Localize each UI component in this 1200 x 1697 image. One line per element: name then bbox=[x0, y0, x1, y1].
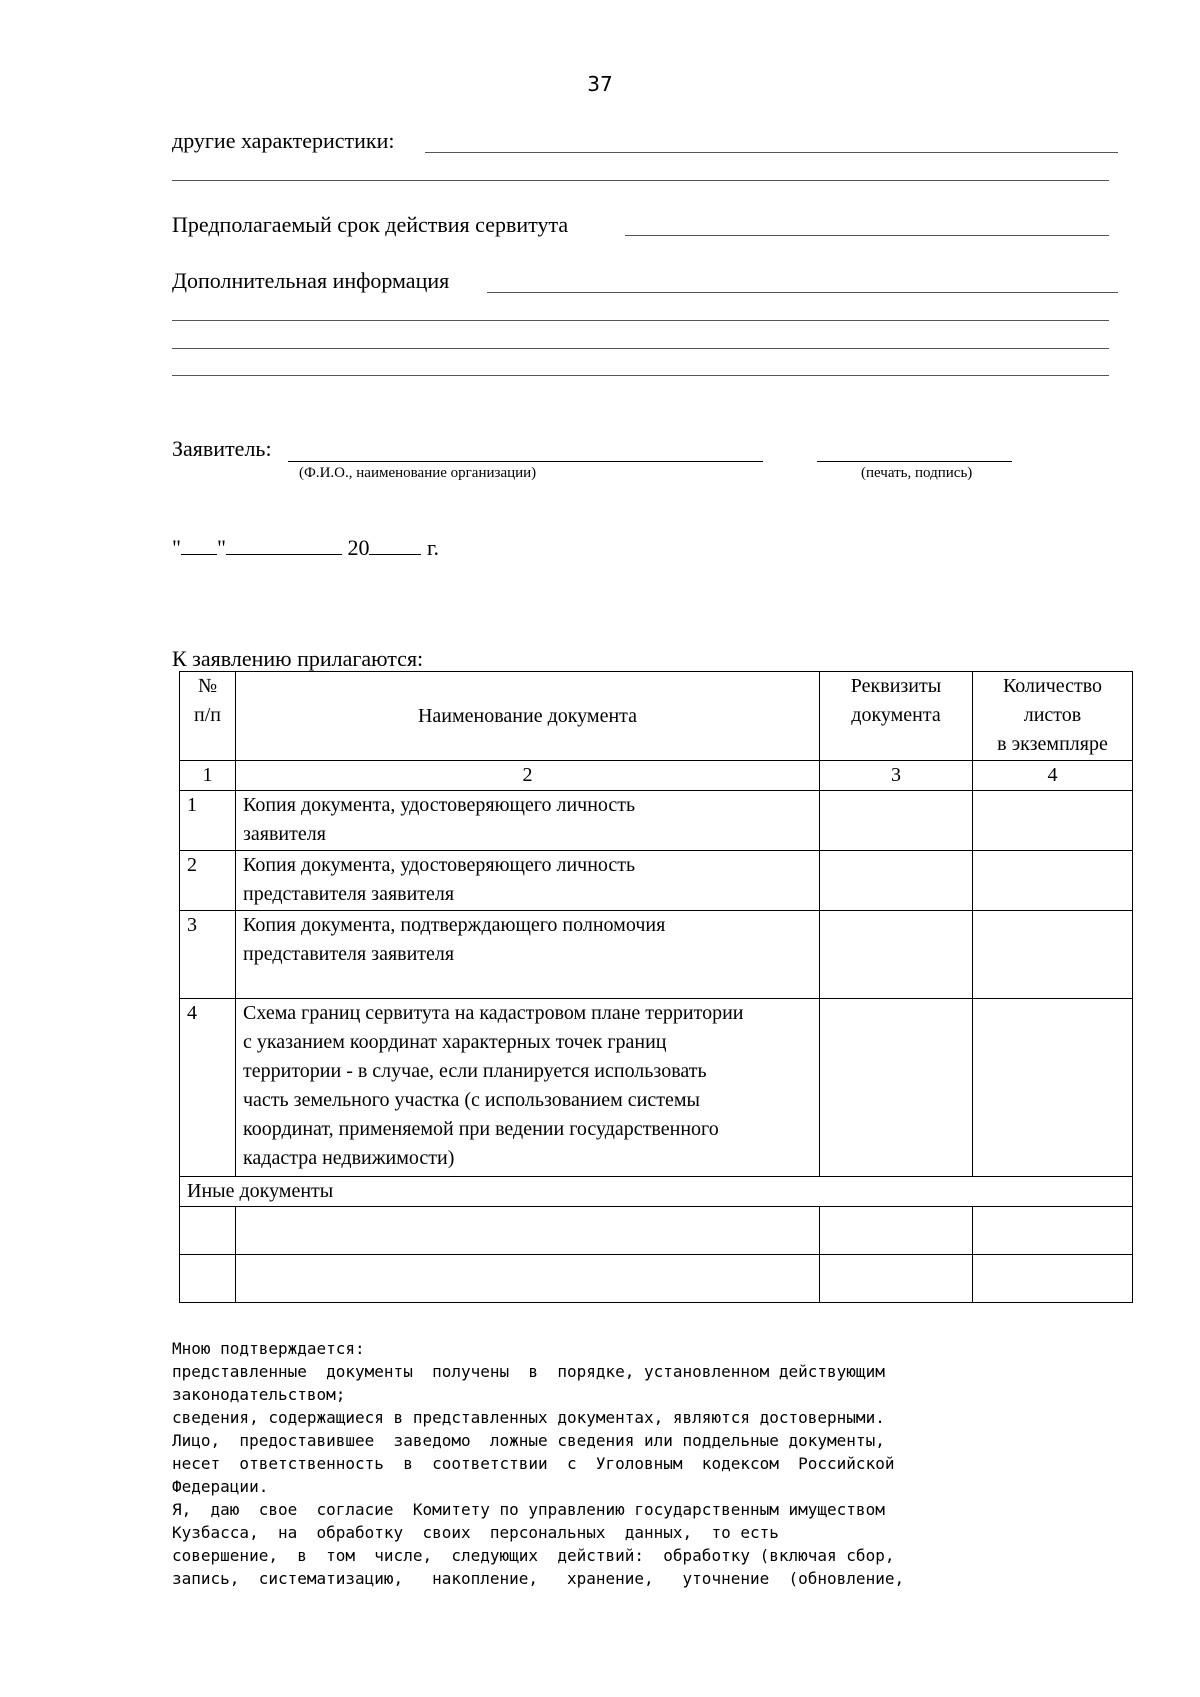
applicant-name-caption: (Ф.И.О., наименование организации) bbox=[299, 465, 537, 481]
row-sheet-count-cell[interactable] bbox=[973, 999, 1133, 1177]
confirmation-heading: Мною подтверждается: bbox=[172, 1339, 365, 1358]
additional-info-line-2 bbox=[172, 320, 1109, 321]
row-document-name: Копия документа, удостоверяющего личность представителя заявителя bbox=[236, 851, 820, 911]
date-quote-open: " bbox=[172, 535, 181, 560]
table-row bbox=[180, 911, 1133, 999]
confirmation-line: Кузбасса, на обработку своих персональных данных, то есть bbox=[172, 1523, 779, 1542]
blank-cell[interactable] bbox=[973, 1207, 1133, 1255]
date-quote-close: " bbox=[216, 535, 226, 560]
column-number: 3 bbox=[820, 761, 973, 791]
blank-row bbox=[180, 1207, 1133, 1255]
year-blank bbox=[369, 536, 421, 555]
confirmation-line: сведения, содержащиеся в представленных документах, являются достоверными. bbox=[172, 1408, 885, 1427]
year-suffix: г. bbox=[426, 535, 440, 560]
column-number: 1 bbox=[180, 761, 236, 791]
column-number: 4 bbox=[973, 761, 1133, 791]
applicant-sign-line bbox=[817, 461, 1012, 462]
header-number: № п/п bbox=[180, 672, 236, 761]
confirmation-line: представленные документы получены в порядке, установленном действующим bbox=[172, 1362, 885, 1381]
confirmation-line: законодательством; bbox=[172, 1385, 346, 1404]
confirmation-line: несет ответственность в соответствии с Уголовным кодексом Российской bbox=[172, 1454, 895, 1473]
row-requisites-cell[interactable] bbox=[820, 851, 973, 911]
confirmation-line: Я, даю свое согласие Комитету по управлению государственным имуществом bbox=[172, 1500, 885, 1519]
table-header-row bbox=[180, 672, 1133, 761]
servitude-term-line bbox=[625, 235, 1109, 236]
other-characteristics-line bbox=[425, 152, 1118, 153]
other-characteristics-line-2 bbox=[172, 180, 1109, 181]
month-blank bbox=[226, 536, 342, 555]
row-number: 4 bbox=[180, 999, 236, 1177]
blank-cell[interactable] bbox=[180, 1207, 236, 1255]
applicant-sign-caption: (печать, подпись) bbox=[861, 465, 973, 481]
header-requisites: Реквизиты документа bbox=[820, 672, 973, 761]
attachments-title: К заявлению прилагаются: bbox=[172, 646, 424, 671]
blank-cell[interactable] bbox=[236, 1207, 820, 1255]
confirmation-line: запись, систематизацию, накопление, хранение, уточнение (обновление, bbox=[172, 1569, 905, 1588]
other-documents-label: Иные документы bbox=[180, 1177, 1133, 1207]
blank-cell[interactable] bbox=[180, 1255, 236, 1303]
blank-row bbox=[180, 1255, 1133, 1303]
row-document-name: Копия документа, удостоверяющего личность заявителя bbox=[236, 791, 820, 851]
row-document-name: Схема границ сервитута на кадастровом плане территории с указанием координат характерных точек границ территории - в случае, если планируется использовать часть земельного участка (с использованием системы координат, применяемой при ведении государственного кадастра недвижимости) bbox=[236, 999, 820, 1177]
confirmation-line: совершение, в том числе, следующих действий: обработку (включая сбор, bbox=[172, 1546, 895, 1565]
servitude-term-label: Предполагаемый срок действия сервитута bbox=[172, 212, 569, 237]
header-document-name: Наименование документа bbox=[236, 672, 820, 761]
applicant-name-line bbox=[288, 461, 763, 462]
additional-info-line-4 bbox=[172, 375, 1109, 376]
additional-info-line bbox=[487, 292, 1118, 293]
blank-cell[interactable] bbox=[820, 1255, 973, 1303]
day-blank bbox=[181, 536, 217, 555]
page-number: 37 bbox=[587, 72, 613, 96]
blank-cell[interactable] bbox=[973, 1255, 1133, 1303]
column-numbers-row bbox=[180, 761, 1133, 791]
row-document-name: Копия документа, подтверждающего полномочия представителя заявителя bbox=[236, 911, 820, 999]
header-sheet-count: Количество листов в экземпляре bbox=[973, 672, 1133, 761]
other-characteristics-label: другие характеристики: bbox=[172, 128, 395, 153]
table-row bbox=[180, 851, 1133, 911]
blank-cell[interactable] bbox=[820, 1207, 973, 1255]
applicant-label: Заявитель: bbox=[172, 436, 272, 461]
other-documents-row bbox=[180, 1177, 1133, 1207]
row-requisites-cell[interactable] bbox=[820, 791, 973, 851]
blank-cell[interactable] bbox=[236, 1255, 820, 1303]
attachments-table bbox=[179, 671, 1133, 1303]
row-number: 2 bbox=[180, 851, 236, 911]
table-row bbox=[180, 791, 1133, 851]
row-requisites-cell[interactable] bbox=[820, 999, 973, 1177]
additional-info-line-3 bbox=[172, 348, 1109, 349]
row-sheet-count-cell[interactable] bbox=[973, 911, 1133, 999]
row-number: 1 bbox=[180, 791, 236, 851]
row-sheet-count-cell[interactable] bbox=[973, 851, 1133, 911]
column-number: 2 bbox=[236, 761, 820, 791]
year-prefix: 20 bbox=[347, 535, 370, 560]
confirmation-line: Федерации. bbox=[172, 1477, 269, 1496]
table-row bbox=[180, 999, 1133, 1177]
row-sheet-count-cell[interactable] bbox=[973, 791, 1133, 851]
additional-info-label: Дополнительная информация bbox=[172, 268, 450, 293]
row-number: 3 bbox=[180, 911, 236, 999]
confirmation-line: Лицо, предоставившее заведомо ложные сведения или поддельные документы, bbox=[172, 1431, 885, 1450]
date-line bbox=[172, 535, 439, 561]
row-requisites-cell[interactable] bbox=[820, 911, 973, 999]
